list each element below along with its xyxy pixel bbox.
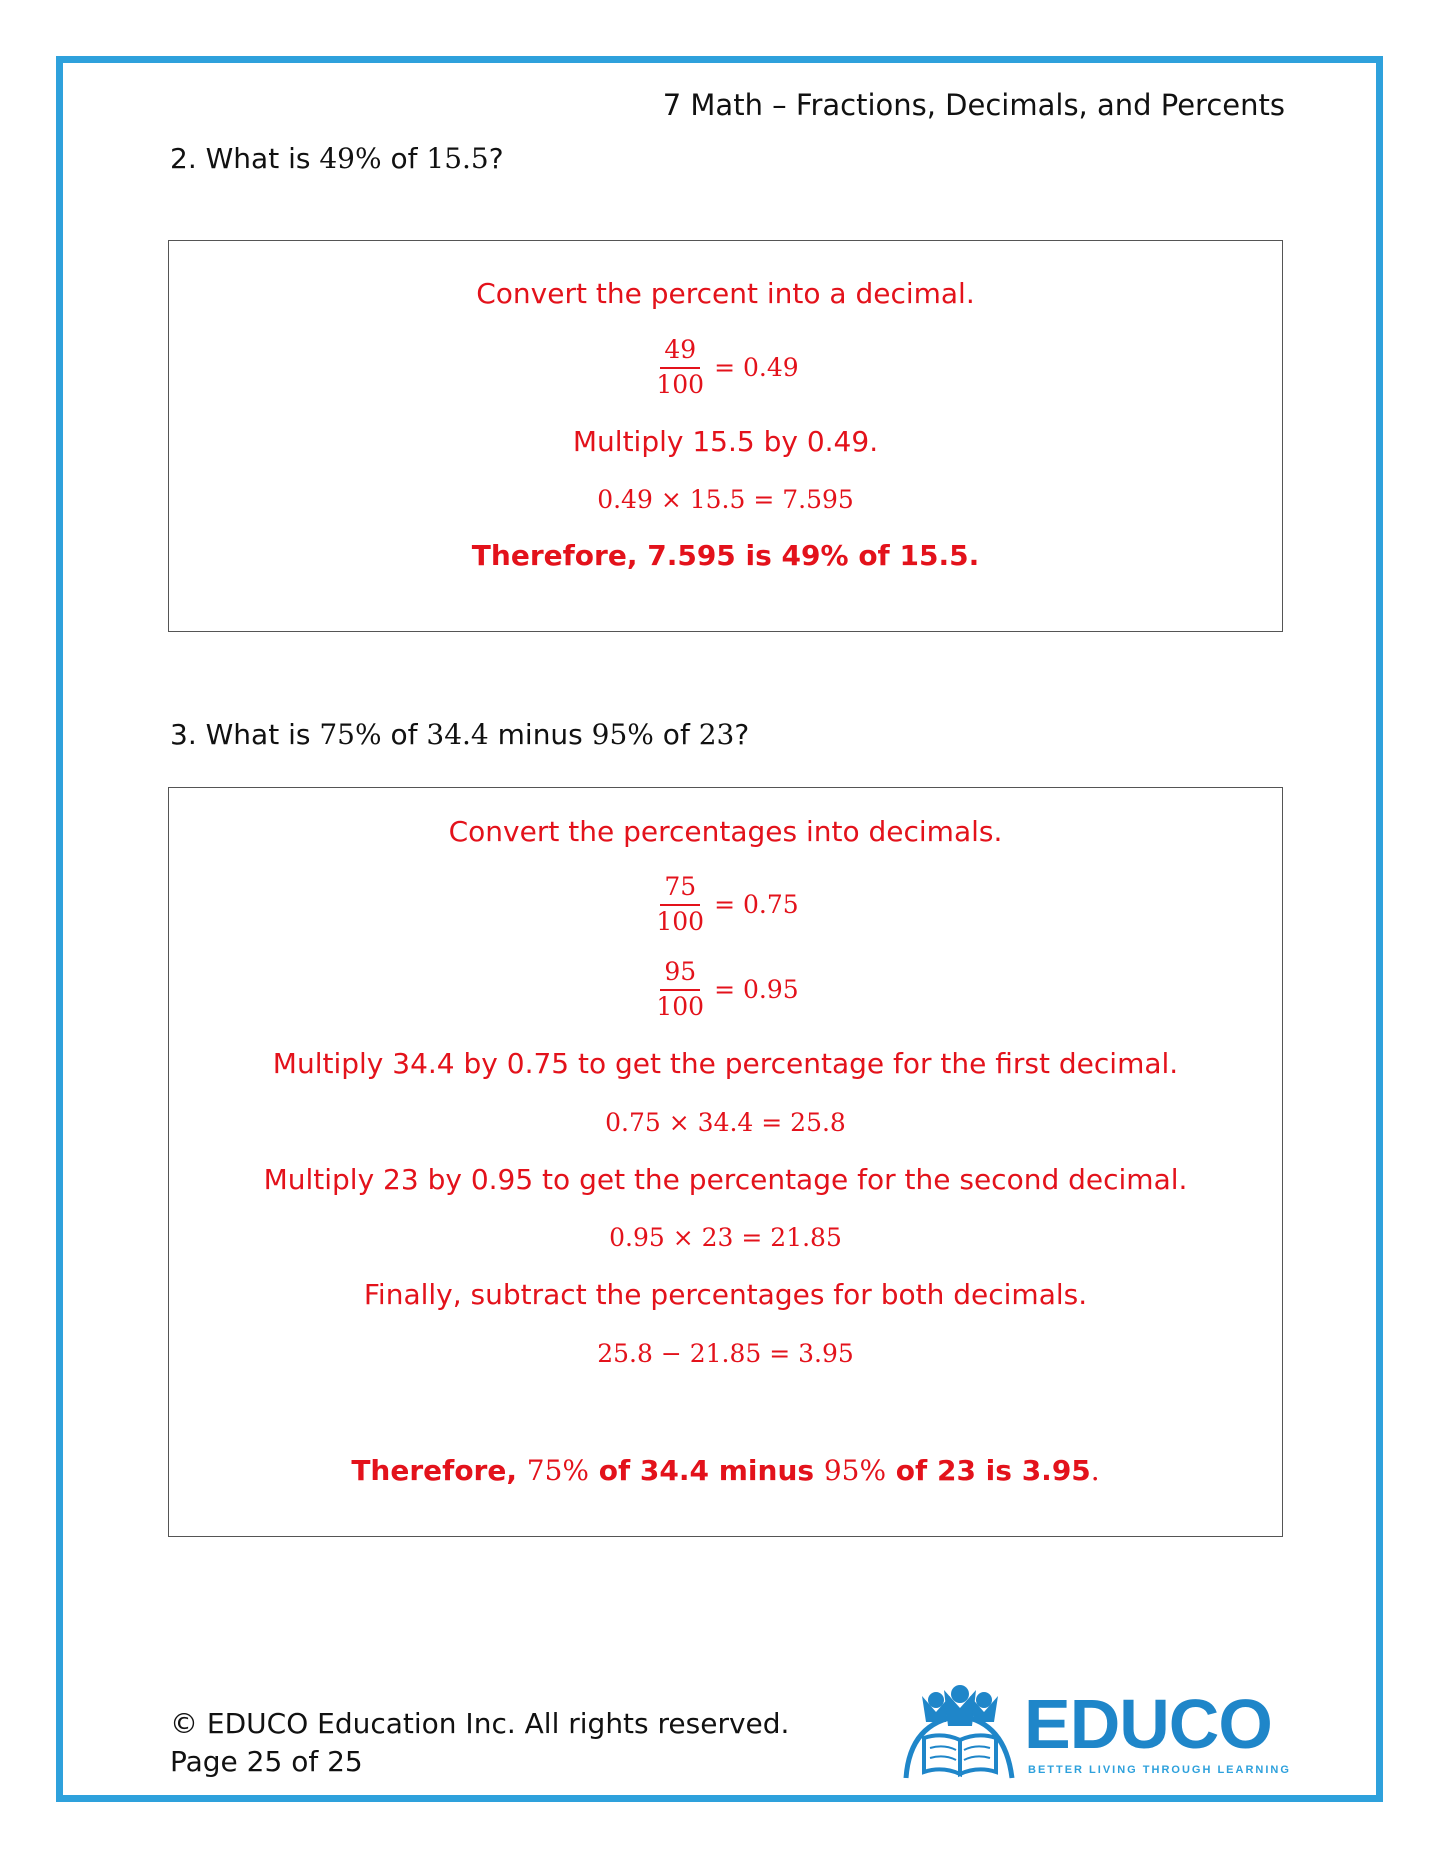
question-3: 3. What is 75% of 34.4 minus 95% of 23? — [170, 718, 750, 751]
page-header-title: 7 Math – Fractions, Decimals, and Percents — [662, 88, 1285, 122]
page-number: Page 25 of 25 — [170, 1745, 363, 1778]
educo-logo — [900, 1682, 1291, 1792]
answer-box-3 — [168, 787, 1283, 1537]
copyright-text: © EDUCO Education Inc. All rights reserved. — [170, 1707, 790, 1740]
fraction-equation: $\frac{49}{100}$ = 0.49 — [169, 337, 1282, 399]
step-text: Convert the percentages into decimals. — [448, 815, 1003, 848]
answer-box-2 — [168, 240, 1283, 632]
step-text: Finally, subtract the percentages for both decimals. — [363, 1278, 1088, 1311]
step-text: Multiply 15.5 by 0.49. — [572, 425, 879, 458]
fraction: $\frac{95}{100}$ — [656, 957, 705, 1022]
fraction-equation: $\frac{95}{100}$ = 0.95 — [169, 959, 1282, 1021]
step-text: Multiply 23 by 0.95 to get the percentage for the second decimal. — [263, 1163, 1188, 1196]
educo-logo-icon — [900, 1682, 1020, 1792]
conclusion-text: Therefore, 75% of 34.4 minus 95% of 23 is 3.95. — [351, 1454, 1100, 1487]
step-text: Convert the percent into a decimal. — [476, 277, 975, 310]
fraction: $\frac{49}{100}$ — [656, 335, 705, 400]
question-2: 2. What is 49% of 15.5? — [170, 142, 504, 175]
equation: 0.75 × 34.4 = 25.8 — [605, 1108, 846, 1137]
equation: 25.8 − 21.85 = 3.95 — [597, 1339, 854, 1368]
logo-tagline: BETTER LIVING THROUGH LEARNING — [1028, 1764, 1291, 1776]
fraction: $\frac{75}{100}$ — [656, 872, 705, 937]
fraction-equation: $\frac{75}{100}$ = 0.75 — [169, 874, 1282, 936]
logo-wordmark: EDUCO — [1024, 1685, 1272, 1763]
equation: 0.95 × 23 = 21.85 — [609, 1223, 842, 1252]
equation: 0.49 × 15.5 = 7.595 — [597, 485, 854, 514]
step-text: Multiply 34.4 by 0.75 to get the percentage for the first decimal. — [272, 1047, 1179, 1080]
conclusion-text: Therefore, 7.595 is 49% of 15.5. — [471, 539, 980, 572]
